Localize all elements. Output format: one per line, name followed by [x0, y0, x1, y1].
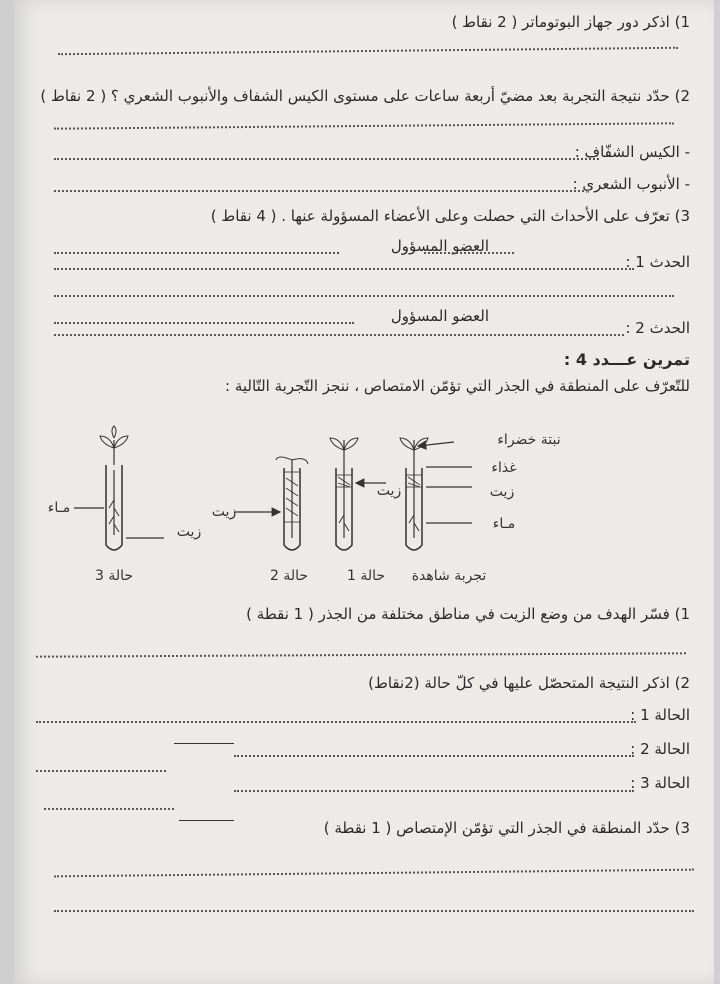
part-2-question: 2) اذكر النتيجة المتحصّل عليها في كلّ حالة (2نقاط)	[368, 674, 690, 692]
label-water-case-3: مـاء	[47, 500, 71, 516]
question-2: 2) حدّد نتيجة التجربة بعد مضيّ أربعة ساعات على مستوى الكيس الشفاف والأنبوب الشعري ؟ ( 2 نقاط )	[40, 87, 690, 105]
answer-line	[36, 721, 636, 723]
tube-case-3	[74, 426, 164, 550]
answer-line	[54, 158, 599, 160]
answer-line	[36, 652, 686, 657]
label-oil: زيت	[489, 484, 515, 500]
q2-transparent-bag-label: - الكيس الشفّاف :	[574, 143, 690, 161]
event-1-label: الحدث 1 :	[625, 253, 690, 271]
answer-line	[54, 869, 694, 878]
part-1-question: 1) فسّر الهدف من وضع الزيت في مناطق مختلفة من الجذر ( 1 نقطة )	[246, 605, 690, 623]
caption-case-2: حالة 2	[269, 568, 309, 584]
case-1-label: الحالة 1 :	[630, 706, 690, 724]
answer-line	[58, 47, 678, 55]
answer-line	[54, 322, 354, 324]
worksheet-page	[14, 0, 714, 984]
answer-line	[36, 770, 166, 772]
experiment-diagram	[14, 420, 714, 595]
label-green-plant: نبتة خضراء	[497, 432, 561, 448]
label-oil-case-2: زيت	[211, 504, 237, 520]
exercise-4-title: تمرين عـــدد 4 :	[563, 350, 690, 369]
part-3-question: 3) حدّد المنطقة في الجذر التي تؤمّن الإمتصاص ( 1 نقطة )	[323, 819, 690, 837]
answer-line	[54, 252, 339, 254]
case-3-label: الحالة 3 :	[630, 774, 690, 792]
answer-line	[54, 295, 674, 297]
case-2-label: الحالة 2 :	[630, 740, 690, 758]
label-oil-case-1: زيت	[376, 483, 402, 499]
label-food: غذاء	[491, 460, 517, 476]
question-1: 1) اذكر دور جهاز البوتوماتر ( 2 نقاط )	[451, 13, 690, 31]
tube-case-2	[234, 457, 308, 550]
answer-line	[54, 268, 634, 270]
event-2-label: الحدث 2 :	[625, 319, 690, 337]
organ-2-label: العضو المسؤول	[390, 307, 489, 325]
caption-case-3: حالة 3	[94, 568, 134, 584]
arrow-line	[179, 820, 234, 821]
answer-line	[54, 190, 584, 192]
caption-case-1: حالة 1	[346, 568, 386, 584]
label-water: مـاء	[492, 516, 516, 532]
tube-control	[400, 438, 472, 550]
answer-line	[234, 790, 634, 792]
arrow-line	[174, 743, 234, 744]
answer-line	[54, 334, 624, 336]
answer-line	[54, 122, 674, 129]
answer-line	[234, 755, 634, 757]
answer-line	[424, 252, 514, 254]
label-oil-case-3: زيت	[176, 524, 202, 540]
caption-control: تجربة شاهدة	[411, 568, 487, 584]
organ-1-label: العضو المسؤول	[390, 237, 489, 255]
answer-line	[54, 910, 694, 912]
question-3: 3) تعرّف على الأحداث التي حصلت وعلى الأعضاء المسؤولة عنها . ( 4 نقاط )	[210, 207, 690, 225]
q2-capillary-tube-label: - الأنبوب الشعري :	[572, 175, 690, 193]
exercise-4-intro: للتّعرّف على المنطقة في الجذر التي تؤمّن الامتصاص ، ننجز التّجربة التّالية :	[225, 377, 690, 395]
answer-line	[44, 808, 174, 810]
